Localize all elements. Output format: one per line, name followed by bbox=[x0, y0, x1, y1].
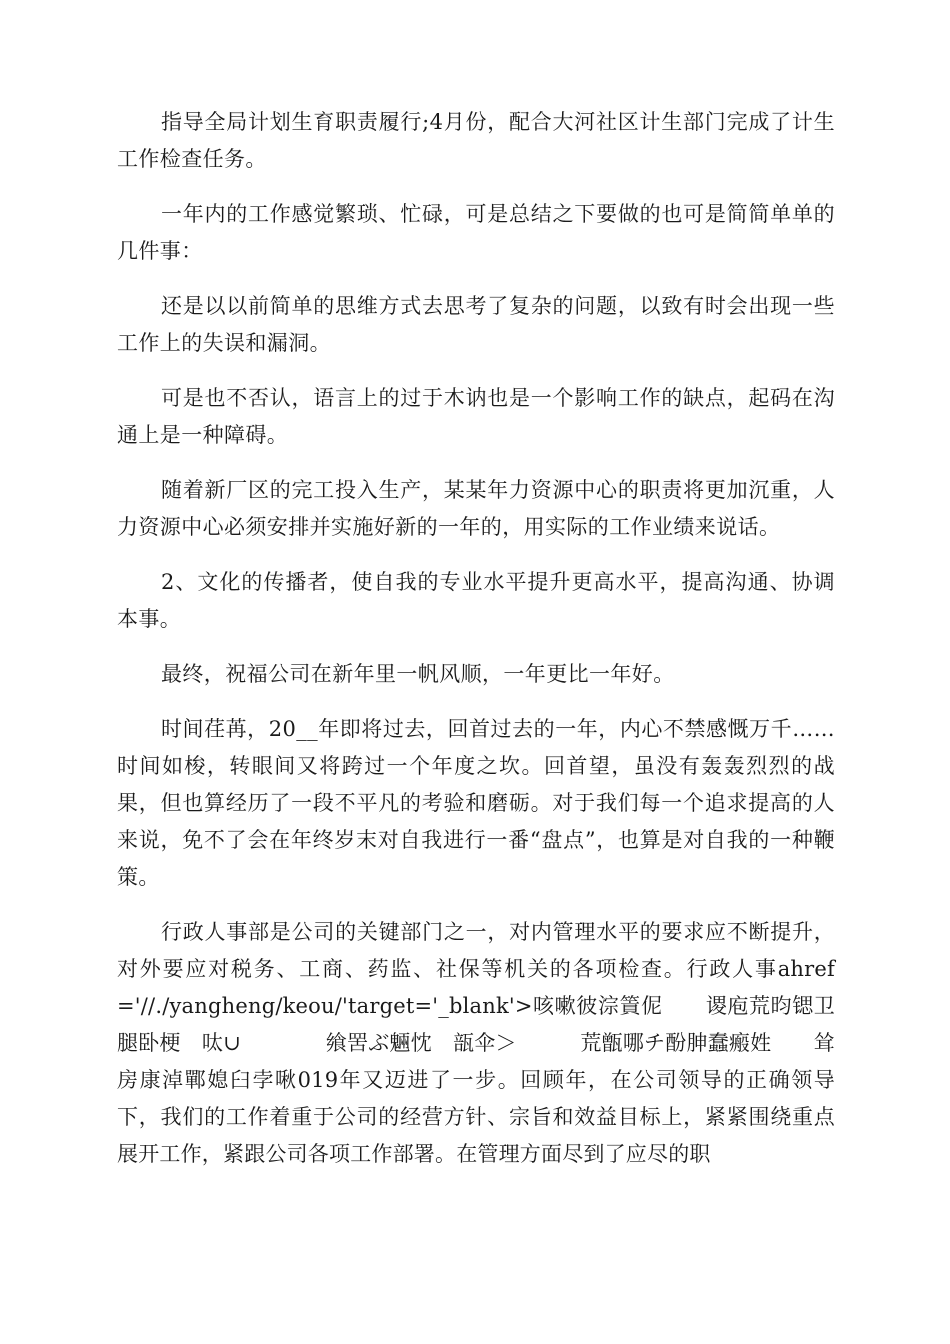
paragraph: 最终，祝福公司在新年里一帆风顺，一年更比一年好。 bbox=[161, 662, 675, 686]
paragraph: 行政人事部是公司的关键部门之一，对内管理水平的要求应不断提升，对外要应对税务、工商、药监、社保等机关的各项检查。行政人事ahref='//./yangheng/keou/'target='_blank'>咳嗽彼淙篢伲 谡庖荒昀锶卫腿卧梗 呔∪ 飨罟ぶ魎忱 瓿伞＞ 荒甑哪チ酚胂蠢瘢姓 耸房康淖鄲媳臼孛啾019年又迈进了一步。回顾年，在公司领导的正确领导下，我们的工作着重于公司的经营方针、宗旨和效益目标上，紧紧围绕重点展开工作，紧跟公司各项工作部署。在管理方面尽到了应尽的职 bbox=[117, 920, 835, 1166]
document-body bbox=[117, 104, 835, 1191]
paragraph: 一年内的工作感觉繁琐、忙碌，可是总结之下要做的也可是简简单单的几件事： bbox=[117, 202, 835, 263]
paragraph: 可是也不否认，语言上的过于木讷也是一个影响工作的缺点，起码在沟通上是一种障碍。 bbox=[117, 386, 835, 447]
paragraph: 还是以以前简单的思维方式去思考了复杂的问题，以致有时会出现一些工作上的失误和漏洞。 bbox=[117, 294, 835, 355]
paragraph: 指导全局计划生育职责履行;4月份，配合大河社区计生部门完成了计生工作检查任务。 bbox=[117, 110, 835, 171]
paragraph: 时间荏苒，20__年即将过去，回首过去的一年，内心不禁感慨万千……时间如梭，转眼间又将跨过一个年度之坎。回首望，虽没有轰轰烈烈的战果，但也算经历了一段不平凡的考验和磨砺。对于我们每一个追求提高的人来说，免不了会在年终岁末对自我进行一番“盘点”，也算是对自我的一种鞭策。 bbox=[117, 717, 835, 889]
paragraph: 2、文化的传播者，使自我的专业水平提升更高水平，提高沟通、协调本事。 bbox=[117, 570, 835, 631]
paragraph: 随着新厂区的完工投入生产，某某年力资源中心的职责将更加沉重，人力资源中心必须安排并实施好新的一年的，用实际的工作业绩来说话。 bbox=[117, 478, 835, 539]
